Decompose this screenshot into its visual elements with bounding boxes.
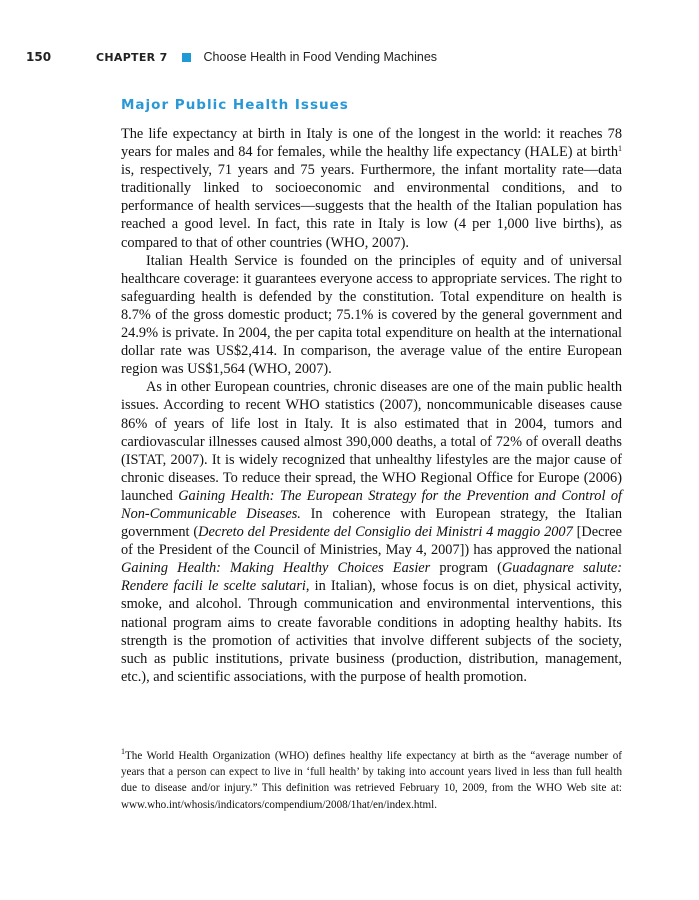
footnote — [121, 748, 622, 813]
paragraph-2: Italian Health Service is founded on the principles of equity and of universal healthcare coverage: it guarantees everyone access to appropriate services. The right to safeguarding health is defended by the constitution. Total expenditure on health is 8.7% of the gross domestic product; 75.1% is covered by the general government and 24.9% is private. In 2004, the per capita total expenditure on health at the international dollar rate was US$2,414. In comparison, the average value of the entire European region was US$1,564 (WHO, 2007). — [121, 252, 622, 378]
chapter-label: CHAPTER 7 — [96, 50, 168, 64]
paragraph-3-text-a: As in other European countries, chronic diseases are one of the main public health issues. According to recent WHO statistics (2007), noncommunicable diseases cause 86% of years of life lost in Italy. It is also estimated that in 2004, tumors and cardiovascular illnesses caused almost 390,000 deaths, a total of 72% of overall deaths (ISTAT, 2007). It is widely recognized that unhealthy lifestyles are the major cause of chronic diseases. To reduce their spread, the WHO Regional Office for Europe (2006) launched — [121, 379, 622, 504]
program-title: Gaining Health: Making Healthy Choices Easier — [121, 560, 431, 577]
paragraph-1-text-a: The life expectancy at birth in Italy is one of the longest in the world: it reaches 78 years for males and 84 for females, while the healthy life expectancy (HALE) at birth — [121, 126, 622, 161]
paragraph-3-text-c: [Decree of the President of the Council of Ministries, May 4, 2007]) has approved the national — [121, 524, 622, 559]
paragraph-1 — [121, 125, 622, 252]
running-header — [26, 47, 437, 67]
strategy-title: Gaining Health: The European Strategy for the Prevention and Control of Non-Communicable Diseases. — [121, 487, 623, 522]
footnote-marker: 1 — [121, 747, 125, 756]
paragraph-3-text-e: , in Italian), whose focus is on diet, physical activity, smoke, and alcohol. Through communication and environmental interventions, this national program aims to create favorable conditions in adopting healthy habits. Its strength is the promotion of activities that involve different subjects of the society, such as public institutions, private business (production, distribution, management, etc.), and scientific associations, with the purpose of health promotion. — [121, 578, 622, 685]
footnote-reference: 1 — [618, 144, 622, 154]
footnote-text: The World Health Organization (WHO) defines healthy life expectancy at birth as the “average number of years that a person can expect to live in ‘full health’ by taking into account years lived in less than full health due to disease and/or injury.” This definition was retrieved February 10, 2009, from the WHO Web site at: www.who.int/whosis/indicators/compendium/2008/1hat/en/index.html. — [121, 750, 622, 811]
body-text — [121, 125, 622, 686]
decree-title: Decreto del Presidente del Consiglio dei Ministri 4 maggio 2007 — [198, 524, 573, 541]
page-number: 150 — [26, 50, 52, 64]
paragraph-3 — [121, 378, 622, 686]
paragraph-3-text-d: program ( — [430, 560, 502, 577]
chapter-title: Choose Health in Food Vending Machines — [203, 50, 438, 64]
paragraph-1-text-b: is, respectively, 71 years and 75 years. Furthermore, the infant mortality rate—data traditionally linked to socioeconomic and environmental conditions, and to performance of health services—suggests that the health of the Italian population has reached a good level. In fact, this rate in Italy is low (4 per 1,000 live births), as compared to that of other countries (WHO, 2007). — [121, 162, 622, 251]
square-bullet-icon — [182, 53, 191, 62]
program-title-italian: Guadagnare salute: Rendere facili le scelte salutari — [121, 560, 622, 595]
section-heading: Major Public Health Issues — [121, 97, 349, 113]
paragraph-3-text-b: In coherence with European strategy, the Italian government ( — [121, 505, 623, 541]
